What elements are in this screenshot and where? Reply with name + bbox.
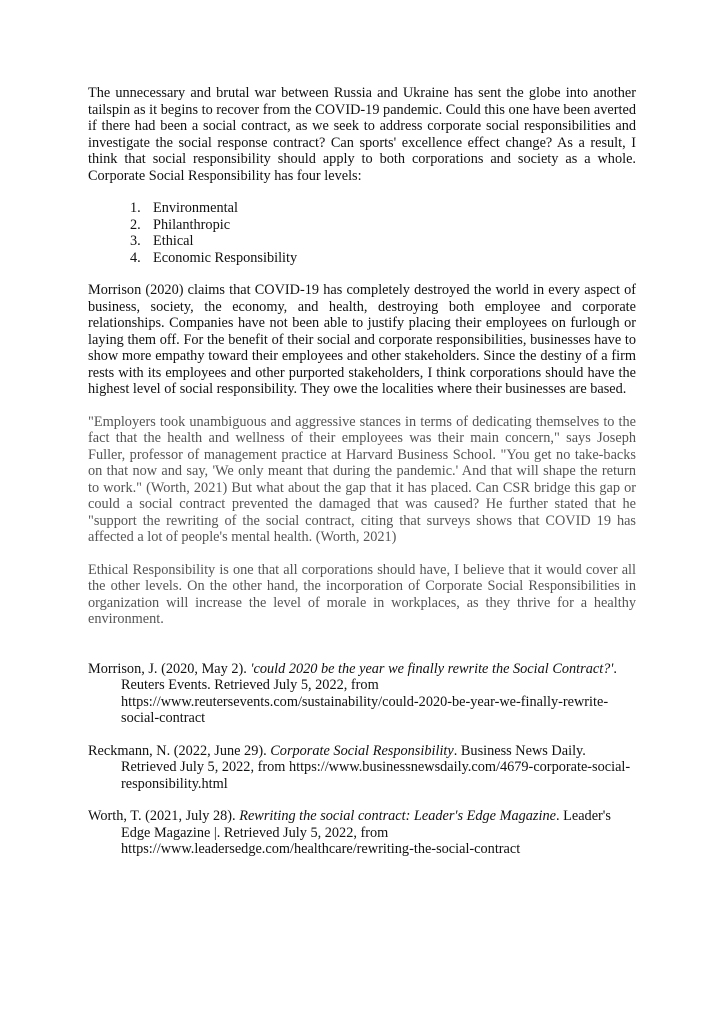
list-item [130,216,636,234]
reference-author: Morrison, J. (2020, May 2). [88,660,251,677]
list-label: Ethical [153,233,194,249]
reference-title: Corporate Social Responsibility [270,742,454,759]
list-number: 2. [130,216,141,233]
reference-entry [88,661,636,727]
list-item [130,249,636,267]
reference-source: . Reuters Events. Retrieved July 5, 2022, from https://www.reutersevents.com/sustainability/could-2020-be-year-we-finally-rewrite-social-contract [121,660,617,726]
reference-author: Reckmann, N. (2022, June 29). [88,742,271,759]
list-label: Environmental [153,200,238,216]
reference-author: Worth, T. (2021, July 28). [88,808,240,824]
list-number: 3. [130,233,141,249]
reference-title: 'could 2020 be the year we finally rewrite the Social Contract?' [250,660,614,677]
list-item [130,233,636,250]
list-item [130,200,636,217]
ethical-paragraph: Ethical Responsibility is one that all corporations should have, I believe that it would cover all the other levels. On the other hand, the incorporation of Corporate Social Responsibilities in organization will increase the level of morale in workplaces, as they thrive for a healthy environment. [88,561,636,627]
references-list [88,661,636,858]
document-body [88,85,636,874]
reference-source: . Business News Daily. Retrieved July 5, 2022, from https://www.businessnewsdaily.com/4679-corporate-social-responsibility.html [121,742,631,792]
reference-title: Rewriting the social contract: Leader's Edge Magazine [239,808,556,824]
intro-paragraph: The unnecessary and brutal war between Russia and Ukraine has sent the globe into another tailspin as it begins to recover from the COVID-19 pandemic. Could this one have been averted if there had been a social contract, as we seek to address corporate social responsibilities and investigate the social response contract? Can sports' excellence effect change? As a result, I think that social responsibility should apply to both corporations and society as a whole. Corporate Social Responsibility has four levels: [88,85,636,184]
reference-source: . Leader's Edge Magazine |. Retrieved July 5, 2022, from https://www.leadersedge.com/healthcare/rewriting-the-social-contract [121,808,611,857]
quote-paragraph: "Employers took unambiguous and aggressive stances in terms of dedicating themselves to the fact that the health and wellness of their employees was their main concern," says Joseph Fuller, professor of management practice at Harvard Business School. "You get no take-backs on that now and say, 'We only meant that during the pandemic.' And that will shape the return to work." (Worth, 2021) But what about the gap that it has placed. Can CSR bridge this gap or could a social contract prevented the damaged that was caused? He further stated that he "support the rewriting of the social contract, citing that surveys shows that COVID 19 has affected a lot of people's mental health. (Worth, 2021) [88,413,636,545]
list-number: 1. [130,200,141,216]
list-label: Economic Responsibility [153,249,298,266]
list-label: Philanthropic [153,216,231,233]
list-number: 4. [130,249,141,266]
reference-entry [88,808,636,858]
reference-entry [88,743,636,793]
csr-levels-list [88,200,636,266]
morrison-paragraph: Morrison (2020) claims that COVID-19 has completely destroyed the world in every aspect of business, society, the economy, and health, destroying both employee and corporate relationships. Companies have not been able to justify placing their employees on furlough or laying them off. For the benefit of their social and corporate responsibilities, businesses have to show more empathy toward their employees and other stakeholders. Since the destiny of a firm rests with its employees and other purported stakeholders, I think corporations should have the highest level of social responsibility. They owe the localities where their businesses are based. [88,282,636,397]
